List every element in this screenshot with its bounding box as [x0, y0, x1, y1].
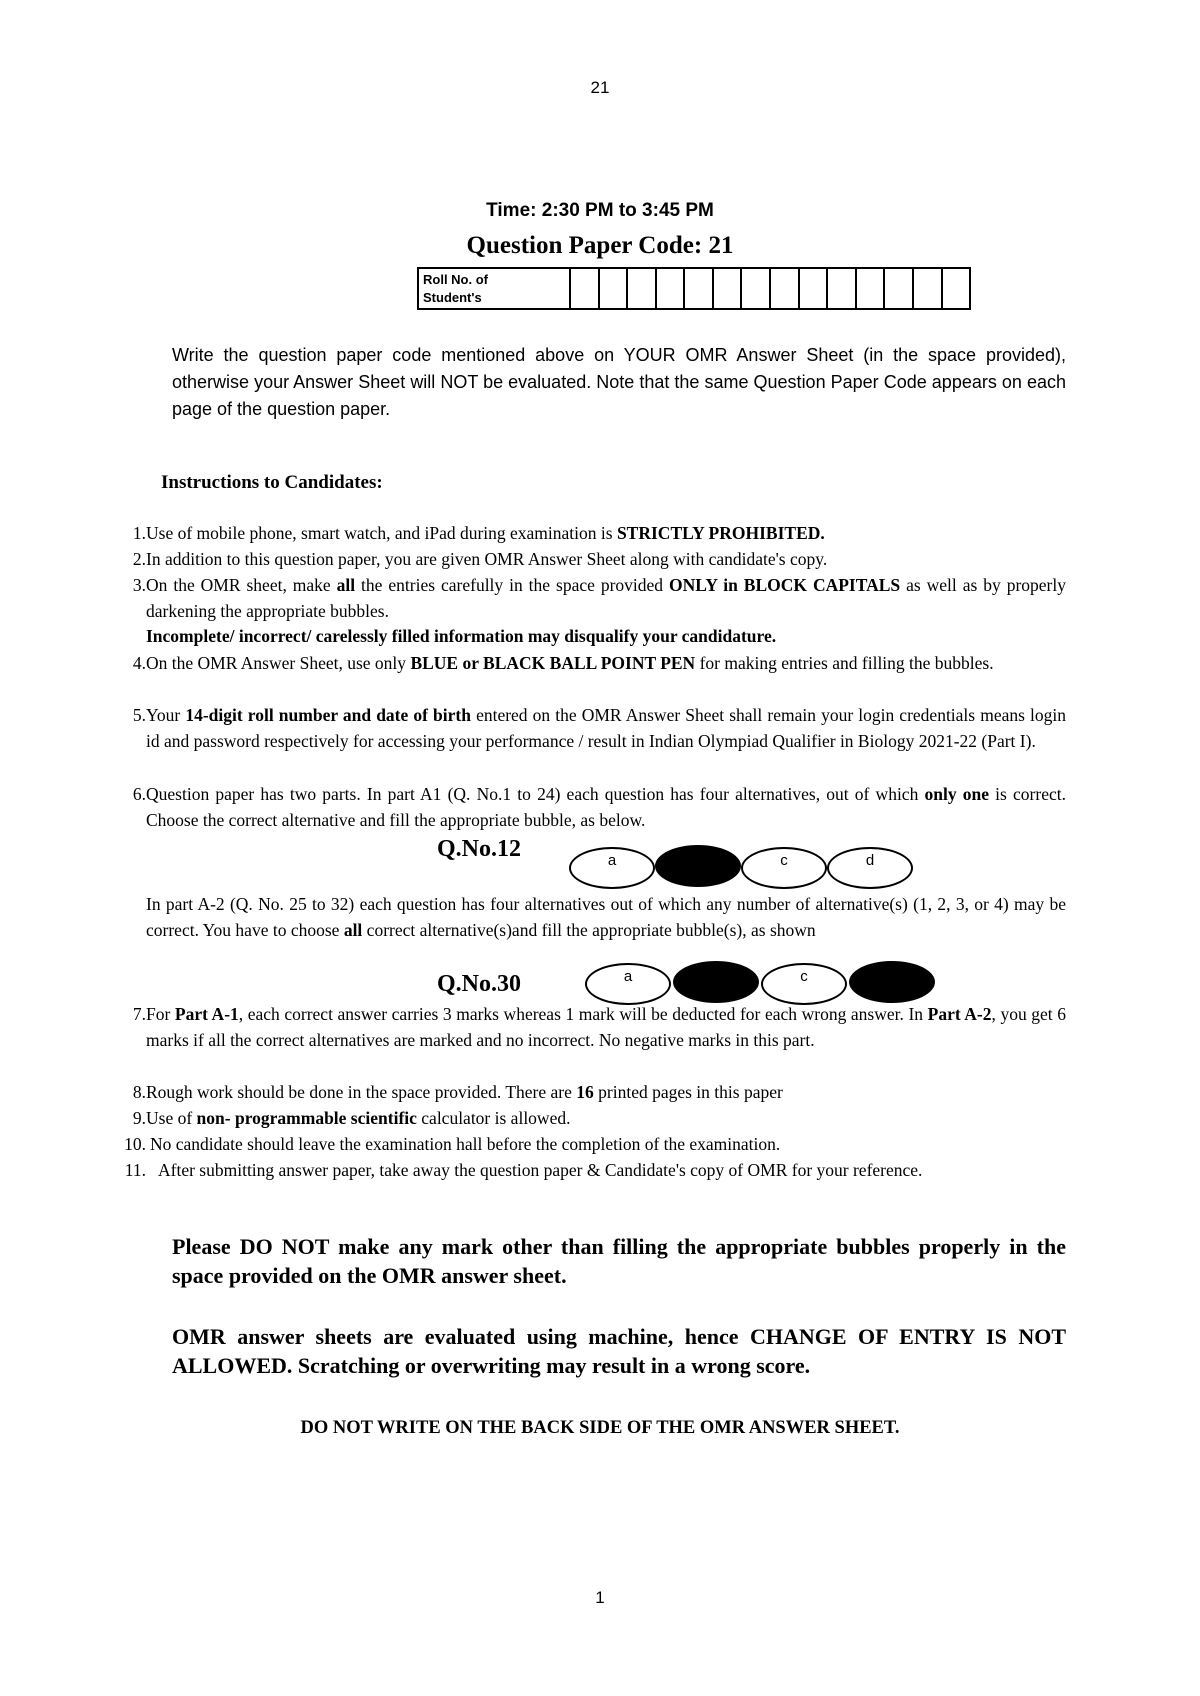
roll-digit-cell	[600, 269, 629, 308]
example-bubble-b-filled	[655, 845, 741, 887]
roll-digit-cell	[628, 269, 657, 308]
item-text: No candidate should leave the examination hall before the completion of the examination.	[150, 1134, 781, 1154]
roll-digit-cell	[828, 269, 857, 308]
item-emphasis: Part A-1	[174, 1004, 239, 1024]
example-bubble-c: c	[761, 963, 847, 1005]
roll-digit-cell	[914, 269, 943, 308]
instruction-item	[126, 1106, 1066, 1132]
item-warning: Incomplete/ incorrect/ carelessly filled information may disqualify your candidature.	[146, 626, 777, 646]
example-bubble-b-filled	[673, 961, 759, 1003]
header-paper-code: 21	[590, 78, 610, 97]
roll-label-line2: Student's	[423, 290, 482, 305]
item-number: 9.	[132, 1108, 146, 1128]
example-question-label: Q.No.12	[437, 836, 521, 862]
item-emphasis: STRICTLY PROHIBITED.	[616, 523, 825, 543]
instruction-item	[126, 1158, 1066, 1184]
item-text: correct alternative(s)and fill the appropriate bubble(s), as shown	[362, 919, 816, 940]
item-emphasis: ONLY in BLOCK CAPITALS	[669, 575, 901, 595]
item-number: 1.	[132, 523, 146, 543]
example-bubble-d: d	[827, 847, 913, 889]
roll-digit-cell	[857, 269, 886, 308]
item-text: entered on the OMR Answer Sheet shall remain your login credentials means login id and password respectively for accessing your performance / result in Indian Olympiad Qualifier in Biology 2021-22 (Part I).	[146, 705, 1066, 751]
item-text: is correct. Choose the correct alternative and fill the appropriate bubble, as below.	[146, 784, 1066, 830]
example-bubble-c: c	[741, 847, 827, 889]
item-text: for making entries and filling the bubbles.	[695, 653, 994, 673]
item-emphasis: 16	[576, 1082, 594, 1102]
instruction-item	[126, 651, 1066, 677]
item-number: 5.	[132, 705, 146, 725]
item-text: Rough work should be done in the space provided. There are	[146, 1082, 577, 1102]
item-text: On the OMR Answer Sheet, use only	[146, 653, 411, 673]
roll-number-box	[417, 267, 971, 310]
instruction-item	[126, 1002, 1066, 1053]
item-text: Question paper has two parts. In part A1 (Q. No.1 to 24) each question has four alternatives, out of which	[146, 784, 925, 804]
exam-time: Time: 2:30 PM to 3:45 PM	[486, 200, 714, 221]
item-number: 4.	[132, 653, 146, 673]
instruction-item	[126, 703, 1066, 754]
item-text: In addition to this question paper, you are given OMR Answer Sheet along with candidate's copy.	[146, 549, 828, 569]
item-text: as well as by properly darkening the appropriate bubbles.	[146, 575, 1066, 621]
item-number: 8.	[132, 1082, 146, 1102]
item-text: the entries carefully in the space provided	[355, 575, 669, 595]
item-emphasis: all	[343, 919, 363, 940]
item-number: 6.	[132, 784, 146, 804]
omr-machine-evaluation-warning: OMR answer sheets are evaluated using machine, hence CHANGE OF ENTRY IS NOT ALLOWED. Scratching or overwriting may result in a wrong score.	[172, 1324, 1066, 1378]
item-text: For	[146, 1004, 175, 1024]
item-text: After submitting answer paper, take away the question paper & Candidate's copy of OMR for your reference.	[158, 1160, 923, 1180]
back-side-warning: DO NOT WRITE ON THE BACK SIDE OF THE OMR ANSWER SHEET.	[300, 1418, 900, 1438]
item-emphasis: Part A-2	[927, 1004, 992, 1024]
item-number: 10.	[124, 1134, 146, 1154]
roll-label-line1: Roll No. of	[423, 272, 488, 287]
instruction-item	[126, 1132, 1066, 1158]
item-text: Use of mobile phone, smart watch, and iPad during examination is	[146, 523, 617, 543]
item-text: , each correct answer carries 3 marks whereas 1 mark will be deducted for each wrong answer. In	[238, 1004, 928, 1024]
item-emphasis: 14-digit roll number and date of birth	[185, 705, 471, 725]
item-number: 2.	[132, 549, 146, 569]
item-text: calculator is allowed.	[416, 1108, 571, 1128]
item-emphasis: all	[336, 575, 356, 595]
roll-digit-cell	[657, 269, 686, 308]
instruction-item	[126, 521, 1066, 547]
item-number: 11.	[124, 1160, 146, 1180]
item-text: On the OMR sheet, make	[146, 575, 337, 595]
item-number: 7.	[132, 1004, 146, 1024]
item-emphasis: only one	[924, 784, 990, 804]
item-number: 3.	[132, 575, 146, 595]
item-emphasis: non- programmable scientific	[196, 1108, 417, 1128]
example-bubble-a: a	[585, 963, 671, 1005]
roll-digit-cell	[742, 269, 771, 308]
instructions-heading: Instructions to Candidates:	[161, 472, 383, 493]
item-text: Use of	[146, 1108, 197, 1128]
roll-digit-cell	[800, 269, 829, 308]
instruction-item	[126, 782, 1066, 833]
roll-number-label	[419, 269, 571, 308]
example-bubble-a: a	[569, 847, 655, 889]
example-bubble-d-filled	[849, 961, 935, 1003]
roll-digit-cell	[685, 269, 714, 308]
instruction-item	[126, 547, 1066, 573]
instruction-item	[126, 1080, 1066, 1106]
instruction-item-continued	[146, 892, 1066, 943]
omr-marking-warning: Please DO NOT make any mark other than filling the appropriate bubbles properly in the space provided on the OMR answer sheet.	[172, 1234, 1066, 1288]
paper-code-note: Write the question paper code mentioned above on YOUR OMR Answer Sheet (in the space provided), otherwise your Answer Sheet will NOT be evaluated. Note that the same Question Paper Code appears on each page of the question paper.	[172, 345, 1066, 419]
item-emphasis: BLUE or BLACK BALL POINT PEN	[410, 653, 696, 673]
example-question-label: Q.No.30	[437, 971, 521, 997]
roll-digit-cell	[943, 269, 970, 308]
roll-digit-cell	[771, 269, 800, 308]
item-text: , you get 6 marks if all the correct alternatives are marked and no incorrect. No negative marks in this part.	[146, 1004, 1066, 1050]
instruction-item	[126, 573, 1066, 650]
roll-digit-cell	[571, 269, 600, 308]
roll-digit-cell	[885, 269, 914, 308]
item-text: printed pages in this paper	[593, 1082, 783, 1102]
roll-digit-cell	[714, 269, 743, 308]
question-paper-code-title: Question Paper Code: 21	[466, 232, 734, 259]
item-text: In part A-2 (Q. No. 25 to 32) each question has four alternatives out of which any number of alternative(s) (1, 2, 3, or 4) may be correct. You have to choose	[146, 894, 1066, 940]
page-number: 1	[595, 1588, 605, 1607]
item-text: Your	[146, 705, 186, 725]
